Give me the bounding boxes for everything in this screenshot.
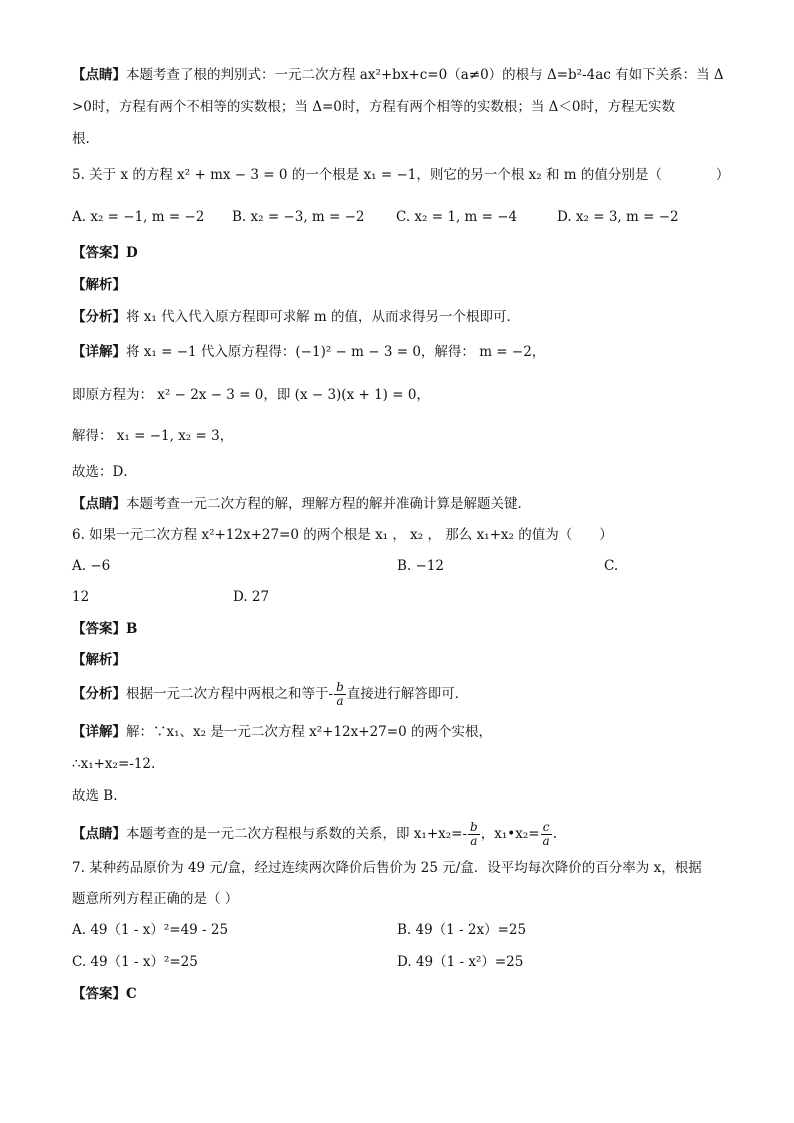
q6-xiangjie: [72, 723, 492, 741]
q4-comment-line1: [72, 66, 724, 84]
q5-dianjing-text: 本题考查一元二次方程的解，理解方程的解并准确计算是解题关键．: [126, 496, 531, 512]
q5-option-b: B. x₂ = −3, m = −2: [232, 209, 365, 225]
q6-stem: 6. 如果一元二次方程 x²+12x+27=0 的两个根是 x₁ ， x₂ ， 那么 x₁+x₂ 的值为（ ）: [72, 527, 613, 543]
q6-option-c-label: C.: [604, 558, 619, 574]
q6-dianjing-mid: ，x₁•x₂=: [480, 826, 540, 842]
q5-option-a: A. x₂ = −1, m = −2: [72, 209, 205, 225]
q5-answer: 【答案】D: [72, 245, 138, 261]
q5-step4: 故选：D．: [72, 464, 137, 480]
q7-stem-line1: 7. 某种药品原价为 49 元/盒，经过连续两次降价后售价为 25 元/盒．设平均每次降价的百分率为 x，根据: [72, 860, 702, 876]
q5-fenxi: [72, 308, 520, 326]
fraction-b-over-a: $\frac{b}{a}$: [470, 820, 478, 848]
q5-stem: 5. 关于 x 的方程 x² + mx − 3 = 0 的一个根是 x₁ = −1，则它的另一个根 x₂ 和 m 的值分别是（ ）: [72, 167, 730, 183]
q7-option-b: B. 49（1 - 2x）=25: [397, 922, 527, 938]
q6-analysis-head: 【解析】: [72, 652, 126, 668]
q6-option-a: A. −6: [72, 558, 111, 574]
q4-comment-text-1: 本题考查了根的判别式：一元二次方程 ax²+bx+c=0（a≠0）的根与 Δ=b²-4ac 有如下关系：当 Δ: [126, 67, 724, 83]
q7-option-c: C. 49（1 - x）²=25: [72, 954, 198, 970]
dianjing-tag: 【点睛】: [72, 496, 126, 512]
q6-dianjing-pre: 本题考查的是一元二次方程根与系数的关系，即 x₁+x₂=-: [126, 826, 468, 842]
q4-comment-line3: 根.: [72, 131, 90, 147]
q6-step2: ∴x₁+x₂=-12.: [72, 756, 156, 772]
q6-option-b: B. −12: [397, 558, 444, 574]
q5-fenxi-text: 将 x₁ 代入代入原方程即可求解 m 的值，从而求得另一个根即可．: [126, 309, 520, 325]
q5-option-d: D. x₂ = 3, m = −2: [557, 209, 679, 225]
q5-xiangjie-text: 将 x₁ = −1 代入原方程得：(−1)² − m − 3 = 0，解得： m = −2，: [126, 344, 546, 360]
q5-step2: 即原方程为： x² − 2x − 3 = 0，即 (x − 3)(x + 1) = 0，: [72, 387, 430, 403]
q6-dianjing-post: .: [552, 826, 557, 842]
xiangjie-tag: 【详解】: [72, 724, 126, 740]
dianjing-tag: 【点睛】: [72, 826, 126, 842]
q5-analysis-head: 【解析】: [72, 277, 126, 293]
q7-option-a: A. 49（1 - x）²=49 - 25: [72, 922, 229, 938]
fraction-b-over-a: $\frac{b}{a}$: [336, 680, 344, 708]
q5-option-c: C. x₂ = 1, m = −4: [396, 209, 518, 225]
fenxi-tag: 【分析】: [72, 686, 126, 702]
q6-xiangjie-text: 解：∵x₁、x₂ 是一元二次方程 x²+12x+27=0 的两个实根，: [126, 724, 492, 740]
dianjing-tag: 【点睛】: [72, 67, 126, 83]
q6-fenxi-pre: 根据一元二次方程中两根之和等于-: [126, 686, 334, 702]
xiangjie-tag: 【详解】: [72, 344, 126, 360]
q6-option-d: D. 27: [233, 589, 270, 605]
q6-step3: 故选 B.: [72, 788, 118, 804]
q5-step3: 解得： x₁ = −1, x₂ = 3，: [72, 428, 234, 444]
q6-option-c-value: 12: [72, 589, 90, 605]
q5-xiangjie: [72, 343, 545, 361]
q4-comment-line2: >0时，方程有两个不相等的实数根；当 Δ=0时，方程有两个相等的实数根；当 Δ＜0时，方程无实数: [72, 99, 675, 115]
q7-stem-line2: 题意所列方程正确的是（ ）: [72, 891, 239, 907]
fraction-c-over-a: $\frac{c}{a}$: [542, 820, 550, 848]
q6-fenxi-post: 直接进行解答即可．: [346, 686, 469, 702]
fenxi-tag: 【分析】: [72, 309, 126, 325]
q6-answer: 【答案】B: [72, 621, 138, 637]
q5-dianjing: [72, 495, 531, 513]
q7-option-d: D. 49（1 - x²）=25: [397, 954, 524, 970]
q6-fenxi: [72, 681, 468, 708]
q7-answer: 【答案】C: [72, 986, 137, 1002]
q6-dianjing: [72, 821, 557, 848]
